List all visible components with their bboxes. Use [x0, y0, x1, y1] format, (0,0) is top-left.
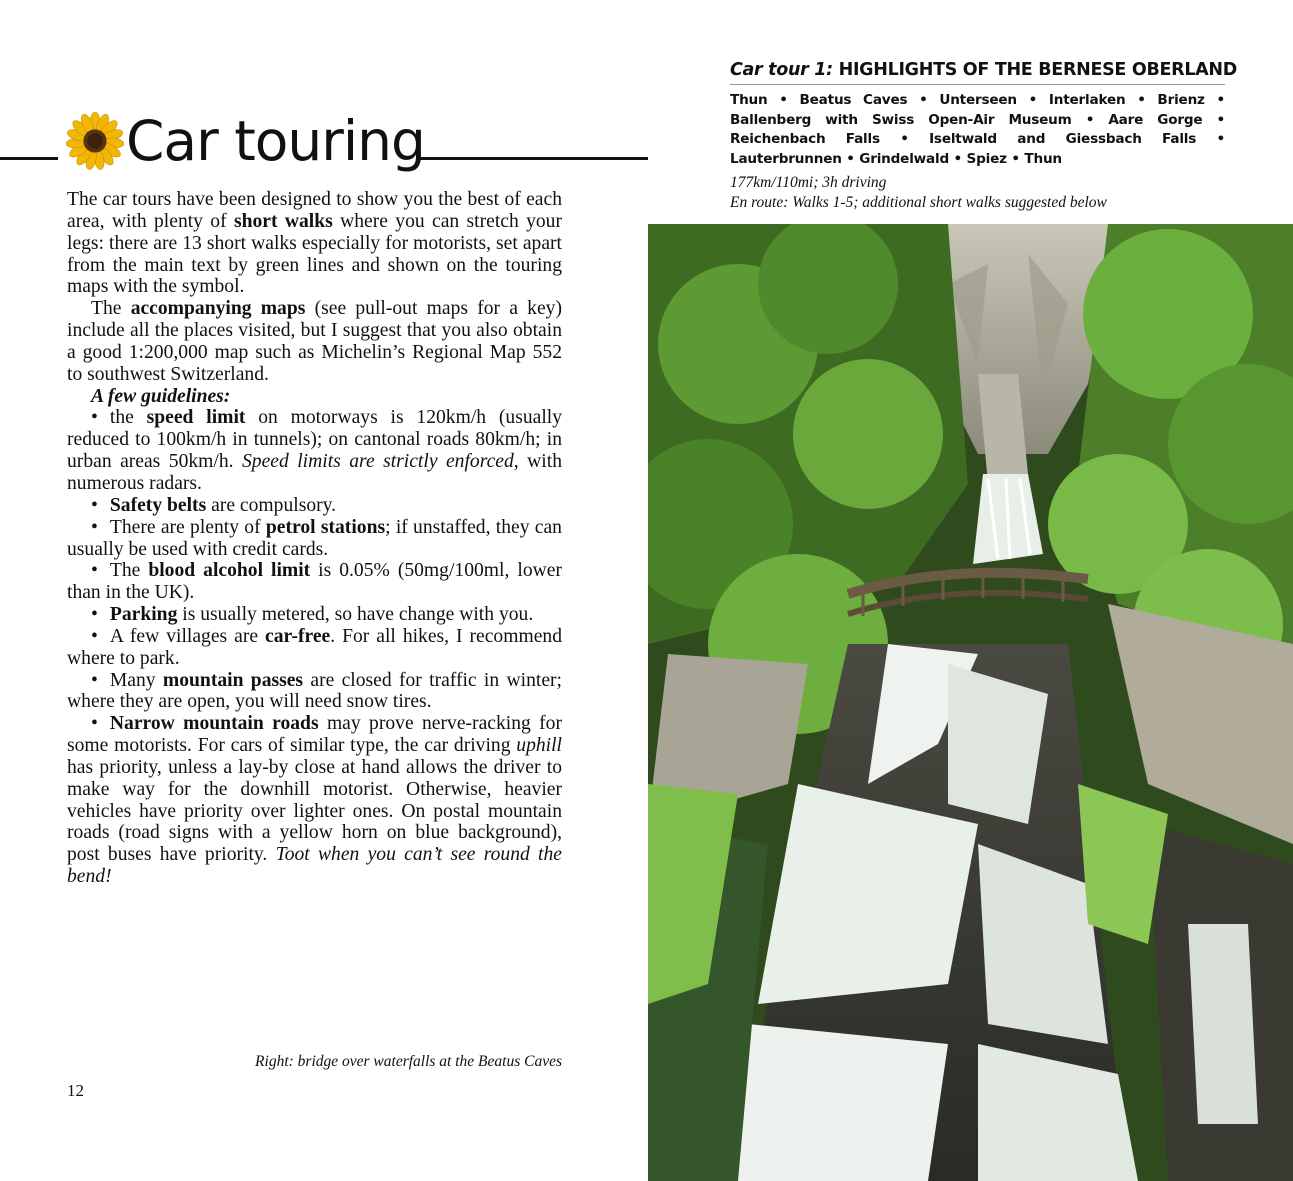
- page-title: Car touring: [126, 109, 425, 173]
- tour-distance: 177km/110mi; 3h driving: [730, 174, 887, 191]
- tour-title: HIGHLIGHTS OF THE BERNESE OBERLAND: [838, 60, 1237, 80]
- tour-meta: [730, 173, 1225, 213]
- tour-stops: Thun • Beatus Caves • Unterseen • Interlaken • Brienz • Ballenberg with Swiss Open-Air Museum • Aare Gorge • Reichenbach Falls • Iseltwald and Giessbach Falls • Lauterbrunnen • Grindelwald • Spiez • Thun: [730, 92, 1225, 167]
- tour-header: [730, 60, 1237, 85]
- guideline-speed-limit: • the speed limit on motorways is 120km/h (usually reduced to 100km/h in tunnels); on cantonal roads 80km/h; in urban areas 50km/h. Speed limits are strictly enforced, with numerous radars.: [67, 407, 562, 494]
- guideline-car-free: • A few villages are car-free. For all hikes, I recommend where to park.: [67, 625, 562, 669]
- heading-rule-left: [0, 157, 58, 160]
- guideline-parking: • Parking is usually metered, so have change with you.: [91, 604, 534, 626]
- tour-en-route: En route: Walks 1-5; additional short walks suggested below: [730, 194, 1107, 211]
- tour-label: Car tour 1:: [730, 60, 833, 80]
- photo-caption: Right: bridge over waterfalls at the Beatus Caves: [255, 1053, 562, 1070]
- body-text: [67, 189, 562, 888]
- guideline-mountain-passes: • Many mountain passes are closed for traffic in winter; where they are open, you will need snow tires.: [67, 669, 562, 713]
- guideline-blood-alcohol: • The blood alcohol limit is 0.05% (50mg/100ml, lower than in the UK).: [67, 560, 562, 604]
- sunflower-icon: [66, 112, 124, 170]
- waterfall-photo: [648, 224, 1293, 1181]
- intro-paragraph: The car tours have been designed to show you the best of each area, with plenty of short walks where you can stretch your legs: there are 13 short walks especially for motorists, set apart from the main text by green lines and shown on the touring maps with the symbol.: [67, 189, 562, 298]
- guideline-narrow-roads: • Narrow mountain roads may prove nerve-racking for some motorists. For cars of similar type, the car driving uphill has priority, unless a lay-by close at hand allows the driver to make way for the downhill motorist. Otherwise, heavier vehicles have priority over lighter ones. On postal mountain roads (road signs with a yellow horn on blue background), post buses have priority. Toot when you can’t see round the bend!: [67, 713, 563, 888]
- heading-rule-right: [416, 157, 648, 160]
- guideline-safety-belts: • Safety belts are compulsory.: [91, 494, 337, 516]
- maps-paragraph: The accompanying maps (see pull-out maps for a key) include all the places visited, but I suggest that you also obtain a good 1:200,000 map such as Michelin’s Regional Map 552 to southwest Switzerland.: [67, 298, 562, 385]
- page-number: 12: [67, 1081, 84, 1100]
- guideline-petrol-stations: • There are plenty of petrol stations; if unstaffed, they can usually be used with credit cards.: [67, 516, 562, 560]
- guidelines-heading: A few guidelines:: [91, 385, 231, 407]
